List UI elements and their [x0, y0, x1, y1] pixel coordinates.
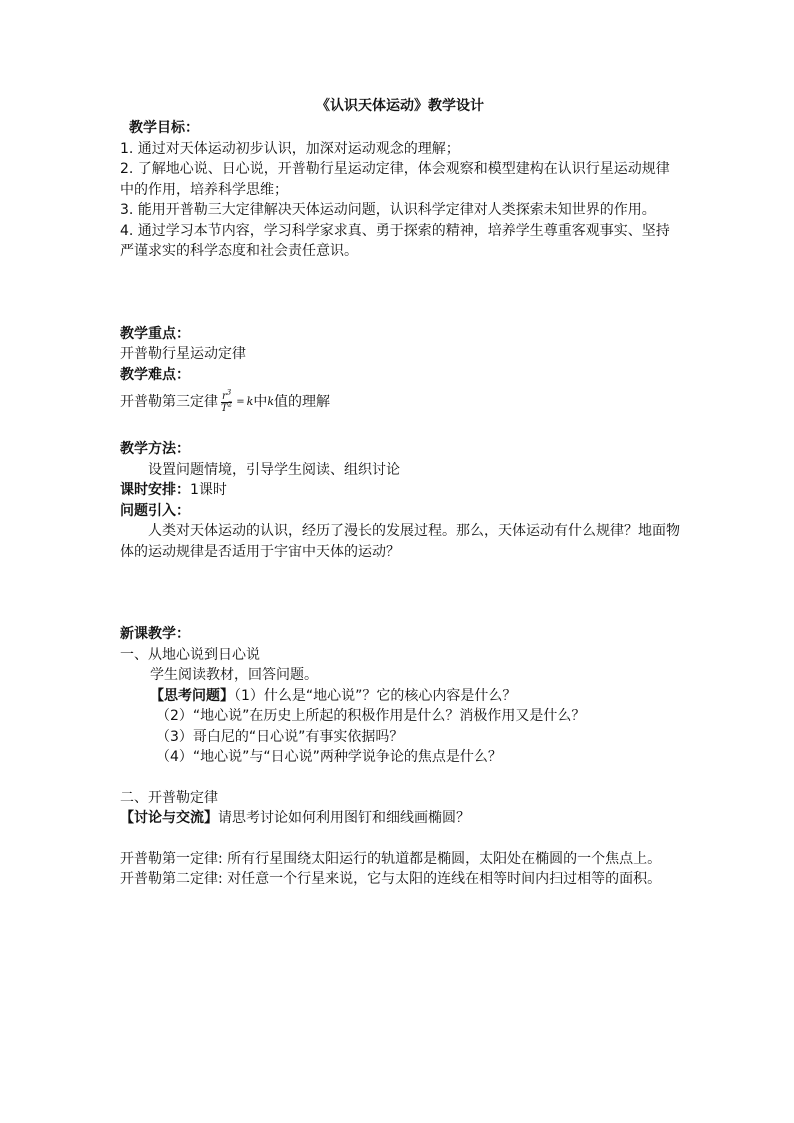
- discuss-line: [120, 808, 680, 829]
- spacer: [120, 768, 680, 788]
- section1-read: 学生阅读教材，回答问题。: [150, 667, 318, 683]
- key-point-heading: 教学重点：: [120, 325, 190, 342]
- formula-k-2: k: [267, 394, 274, 408]
- objective-item-3: 3. 能用开普勒三大定律解决天体运动问题，认识科学定律对人类探索未知世界的作用。: [120, 202, 656, 218]
- schedule-line: [120, 480, 680, 501]
- objective-item-2: 2. 了解地心说、日心说，开普勒行星运动定律，体会观察和模型建构在认识行星运动规律中的作用，培养科学思维；: [120, 161, 670, 198]
- page-title: 《认识天体运动》教学设计: [316, 98, 484, 114]
- method-heading: 教学方法：: [120, 441, 190, 457]
- difficulty-line: [120, 385, 680, 419]
- spacer: [120, 419, 680, 439]
- objective-item-4: 4. 通过学习本节内容，学习科学家求真、勇于探索的精神，培养学生尊重客观事实、坚持严谨求实的科学态度和社会责任意识。: [120, 222, 670, 259]
- intro-heading: 问题引入：: [120, 502, 190, 519]
- think-question-2: （2）“地心说”在历史上所起的积极作用是什么？消极作用又是什么？: [156, 708, 586, 724]
- formula-k: k: [246, 394, 254, 408]
- discuss-label: 【讨论与交流】: [120, 810, 218, 826]
- document-content: [120, 96, 680, 890]
- key-point-text: 开普勒行星运动定律: [120, 346, 246, 362]
- spacer: [120, 562, 680, 624]
- difficulty-middle: 中: [253, 393, 268, 410]
- difficulty-heading: 教学难点：: [120, 366, 190, 383]
- kepler-third-law-fraction: [221, 388, 233, 414]
- think-question-4: （4）“地心说”与“日心说”两种学说争论的焦点是什么？: [156, 749, 502, 765]
- intro-text: 人类对天体运动的认识，经历了漫长的发展过程。那么，天体运动有什么规律？地面物体的运动规律是否适用于宇宙中天体的运动？: [120, 523, 680, 560]
- schedule-heading: 课时安排：: [120, 482, 190, 498]
- new-lesson-heading: 新课教学：: [120, 626, 190, 642]
- discuss-text: 请思考讨论如何利用图钉和细线画椭圆？: [218, 810, 470, 826]
- fraction-numerator: $r^3$: [222, 388, 232, 402]
- think-question-3: （3）哥白尼的“日心说”有事实依据吗？: [156, 728, 404, 745]
- difficulty-suffix: 值的理解: [273, 393, 330, 410]
- section1-title: 一、从地心说到日心说: [120, 646, 260, 663]
- kepler-second-law: 开普勒第二定律: 对任意一个行星来说，它与太阳的连线在相等时间内扫过相等的面积。: [120, 871, 662, 887]
- think-label: 【思考问题】: [150, 687, 234, 704]
- spacer: [120, 262, 680, 324]
- section2-title: 二、开普勒定律: [120, 789, 218, 806]
- fraction-denominator: $T^2$: [221, 400, 233, 414]
- objective-item-1: 1. 通过对天体运动初步认识，加深对运动观念的理解；: [120, 140, 460, 157]
- method-text: 设置问题情境，引导学生阅读、组织讨论: [148, 461, 400, 478]
- difficulty-prefix: 开普勒第三定律: [120, 393, 218, 410]
- kepler-first-law: 开普勒第一定律: 所有行星围绕太阳运行的轨道都是椭圆，太阳处在椭圆的一个焦点上。: [120, 850, 662, 867]
- formula-equals: =: [236, 395, 245, 407]
- think-question-1: 【思考问题】（1）什么是“地心说”？它的核心内容是什么？: [150, 687, 517, 704]
- objectives-heading: 教学目标：: [129, 120, 199, 136]
- schedule-text: 1课时: [190, 482, 227, 498]
- spacer: [120, 829, 680, 849]
